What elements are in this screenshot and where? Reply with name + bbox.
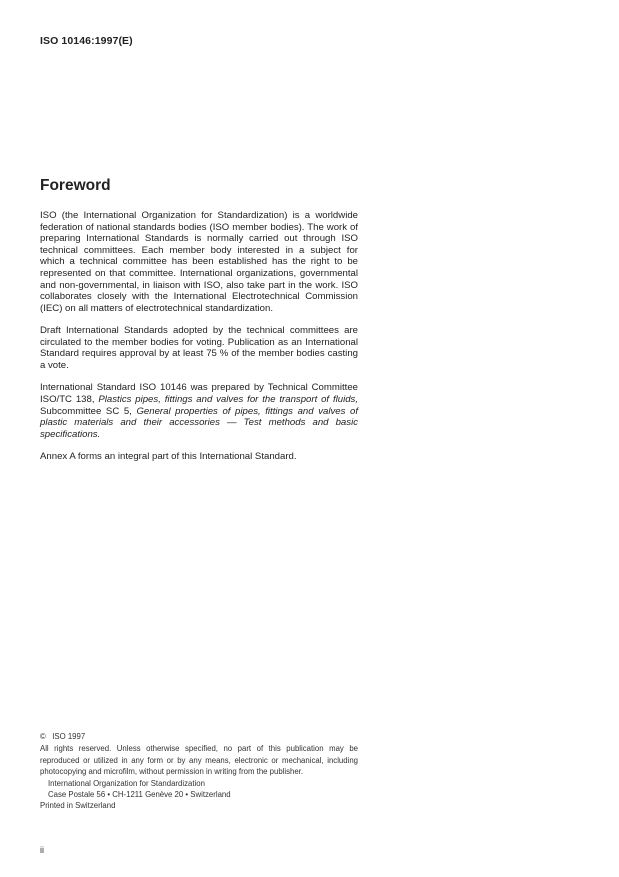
text-line: federation of national standards bodies (ISO member bodies). The work of [40,221,358,233]
text-line: technical committees. Each member body interested in a subject for [40,244,358,256]
text-line: specifications. [40,428,101,440]
organization-address: Case Postale 56 • CH-1211 Genève 20 • Switzerland [48,790,231,800]
text-line: circulated to the member bodies for voting. Publication as an International [40,336,358,348]
paragraph-iso-intro [40,210,358,314]
text-line: preparing International Standards is normally carried out through ISO [40,233,358,245]
printed-in: Printed in Switzerland [40,801,116,811]
rights-line: photocopying and microfilm, without permission in writing from the publisher. [40,767,304,777]
paragraph-annex [40,451,358,463]
organization-name: International Organization for Standardization [48,778,205,788]
rights-line: All rights reserved. Unless otherwise specified, no part of this publication may be [40,744,358,754]
copyright-notice: © ISO 1997 [40,732,86,741]
text-line: Subcommittee SC 5, General properties of pipes, fittings and valves of [40,405,358,417]
text-line: and non-governmental, in liaison with ISO, also take part in the work. ISO [40,279,358,291]
text-line: collaborates closely with the International Electrotechnical Commission [40,291,358,303]
paragraph-preparation [40,382,358,440]
text-line: Draft International Standards adopted by the technical committees are [40,325,358,337]
text-line: plastic materials and their accessories — Test methods and basic [40,417,358,429]
text-line: ISO/TC 138, Plastics pipes, fittings and valves for the transport of fluids, [40,393,359,405]
text-line: which a technical committee has been established has the right to be [40,256,358,268]
section-title: Foreword [40,177,111,194]
text-line: (IEC) on all matters of electrotechnical standardization. [40,302,274,314]
page-number: ii [40,845,44,855]
rights-line: reproduced or utilized in any form or by any means, electronic or mechanical, including [40,755,358,765]
text-line: represented on that committee. International organizations, governmental [40,267,358,279]
text-line: Standard requires approval by at least 75 % of the member bodies casting [40,348,358,360]
paragraph-draft-standards [40,325,358,371]
text-line: International Standard ISO 10146 was prepared by Technical Committee [40,382,358,394]
text-line: a vote. [40,359,69,371]
copyright-footer [40,731,358,812]
foreword-body [40,210,358,473]
document-header: ISO 10146:1997(E) [40,35,133,47]
text-line: Annex A forms an integral part of this International Standard. [40,451,297,463]
text-line: ISO (the International Organization for Standardization) is a worldwide [40,210,358,221]
